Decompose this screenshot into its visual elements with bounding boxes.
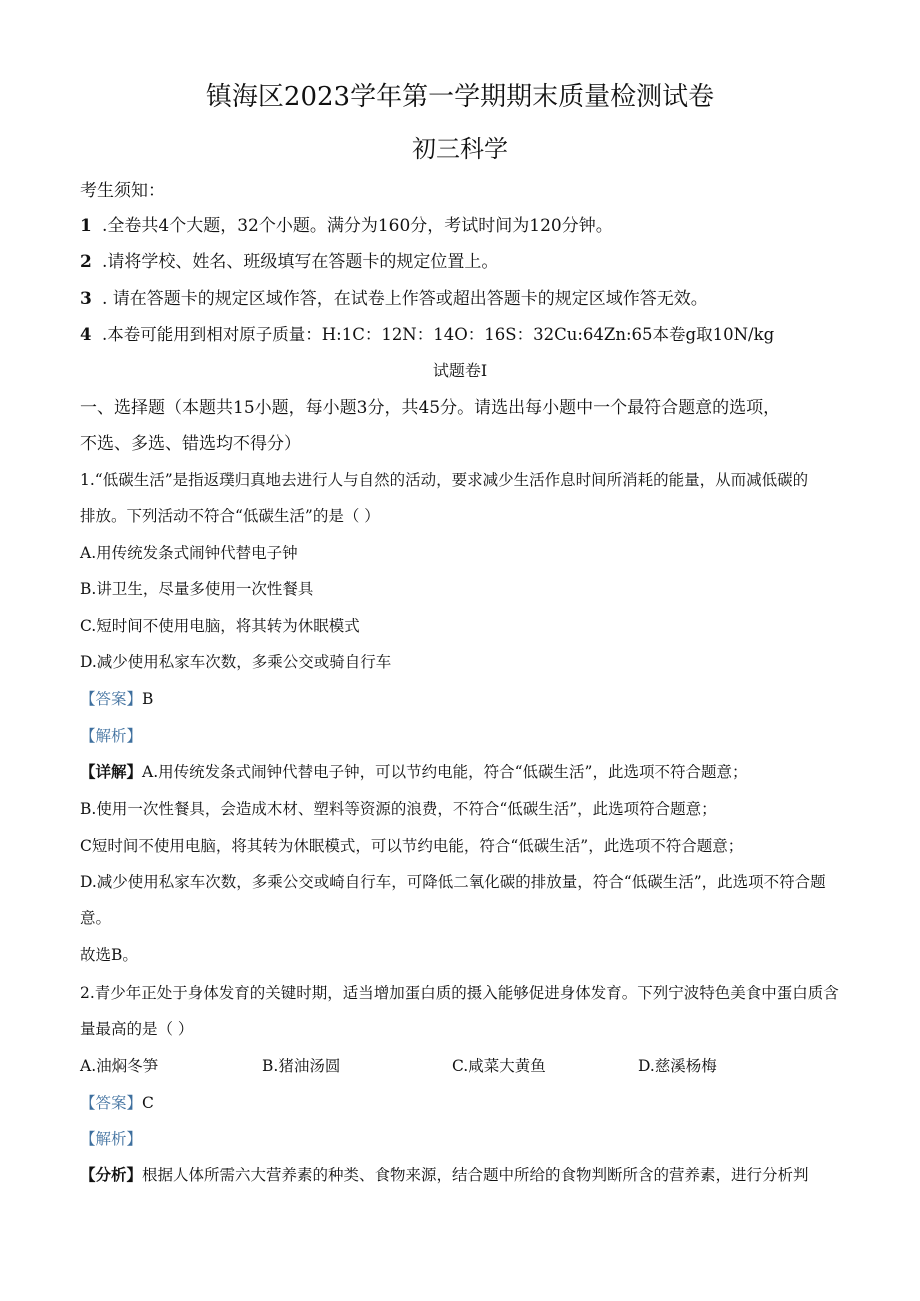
notice-text: . 请在答题卡的规定区域作答，在试卷上作答或超出答题卡的规定区域作答无效。 <box>102 289 708 309</box>
notice-item <box>80 284 708 309</box>
q1-stem: 1.“低碳生活”是指返璞归真地去进行人与自然的活动，要求减少生活作息时间所消耗的能量，从而减低碳的 <box>80 471 809 489</box>
q1-detail-line: B.使用一次性餐具，会造成木材、塑料等资源的浪费，不符合“低碳生活”，此选项符合题意； <box>80 800 717 818</box>
notice-item <box>80 247 498 272</box>
q1-option-b: B.讲卫生，尽量多使用一次性餐具 <box>80 580 314 598</box>
notice-number: 2 <box>80 252 92 272</box>
notice-heading: 考生须知： <box>80 181 165 201</box>
q2-option-a: A.油焖冬笋 <box>80 1057 159 1075</box>
q2-answer <box>80 1091 154 1113</box>
q1-stem-cont: 排放。下列活动不符合“低碳生活”的是（ ） <box>80 507 380 525</box>
answer-tag: 【答案】 <box>80 690 143 708</box>
section-label: 试题卷I <box>432 361 488 380</box>
notice-number: 3 <box>80 289 92 309</box>
notice-item <box>80 211 613 236</box>
page-title: 镇海区2023学年第一学期期末质量检测试卷 <box>205 82 715 112</box>
detail-tag: 【详解】 <box>80 762 143 781</box>
fenxi-text: 根据人体所需六大营养素的种类、食物来源，结合题中所给的食物判断所含的营养素，进行分析判 <box>142 1166 809 1184</box>
answer-value: C <box>142 1094 154 1112</box>
part1-instruction: 一、选择题（本题共15小题，每小题3分，共45分。请选出每小题中一个最符合题意的选项， <box>80 398 781 418</box>
q2-option-d: D.慈溪杨梅 <box>638 1057 717 1075</box>
q1-option-d: D.减少使用私家车次数，多乘公交或骑自行车 <box>80 653 392 671</box>
notice-text: .全卷共4个大题，32个小题。满分为160分，考试时间为120分钟。 <box>102 216 613 236</box>
q2-fenxi-line <box>80 1163 809 1185</box>
q2-analysis-tag: 【解析】 <box>80 1130 143 1148</box>
q1-option-a: A.用传统发条式闹钟代替电子钟 <box>80 544 298 562</box>
part1-instruction-cont: 不选、多选、错选均不得分） <box>80 434 301 454</box>
page-subtitle: 初三科学 <box>412 135 508 163</box>
q1-option-c: C.短时间不使用电脑，将其转为休眠模式 <box>80 617 360 635</box>
notice-text: .本卷可能用到相对原子质量：H:1C：12N：14O：16S：32Cu:64Zn:65本卷g取10N/kg <box>102 325 775 344</box>
q1-analysis-tag: 【解析】 <box>80 727 143 745</box>
answer-tag: 【答案】 <box>80 1094 143 1112</box>
detail-text: A.用传统发条式闹钟代替电子钟，可以节约电能，符合“低碳生活”，此选项不符合题意； <box>142 763 748 781</box>
notice-text: .请将学校、姓名、班级填写在答题卡的规定位置上。 <box>102 252 499 272</box>
q2-option-c: C.咸菜大黄鱼 <box>452 1057 546 1075</box>
notice-number: 4 <box>80 325 92 344</box>
q2-stem-cont: 量最高的是（ ） <box>80 1020 194 1038</box>
q1-detail-line: C短时间不使用电脑，将其转为休眠模式，可以节约电能，符合“低碳生活”，此选项不符合题意； <box>80 837 744 855</box>
q2-stem: 2.青少年正处于身体发育的关键时期，适当增加蛋白质的摄入能够促进身体发育。下列宁波特色美食中蛋白质含 <box>80 984 839 1002</box>
answer-value: B <box>142 690 154 708</box>
q1-answer <box>80 687 153 709</box>
q2-option-b: B.猪油汤圆 <box>262 1057 341 1075</box>
q1-detail-line: 意。 <box>80 909 112 927</box>
q1-detail-line <box>80 760 748 782</box>
notice-item <box>80 321 774 345</box>
notice-number: 1 <box>80 216 92 236</box>
fenxi-tag: 【分析】 <box>80 1165 143 1184</box>
q1-conclusion: 故选B。 <box>80 946 138 964</box>
q1-detail-line: D.减少使用私家车次数，多乘公交或崎自行车，可降低二氧化碳的排放量，符合“低碳生活”，此选项不符合题 <box>80 873 826 891</box>
